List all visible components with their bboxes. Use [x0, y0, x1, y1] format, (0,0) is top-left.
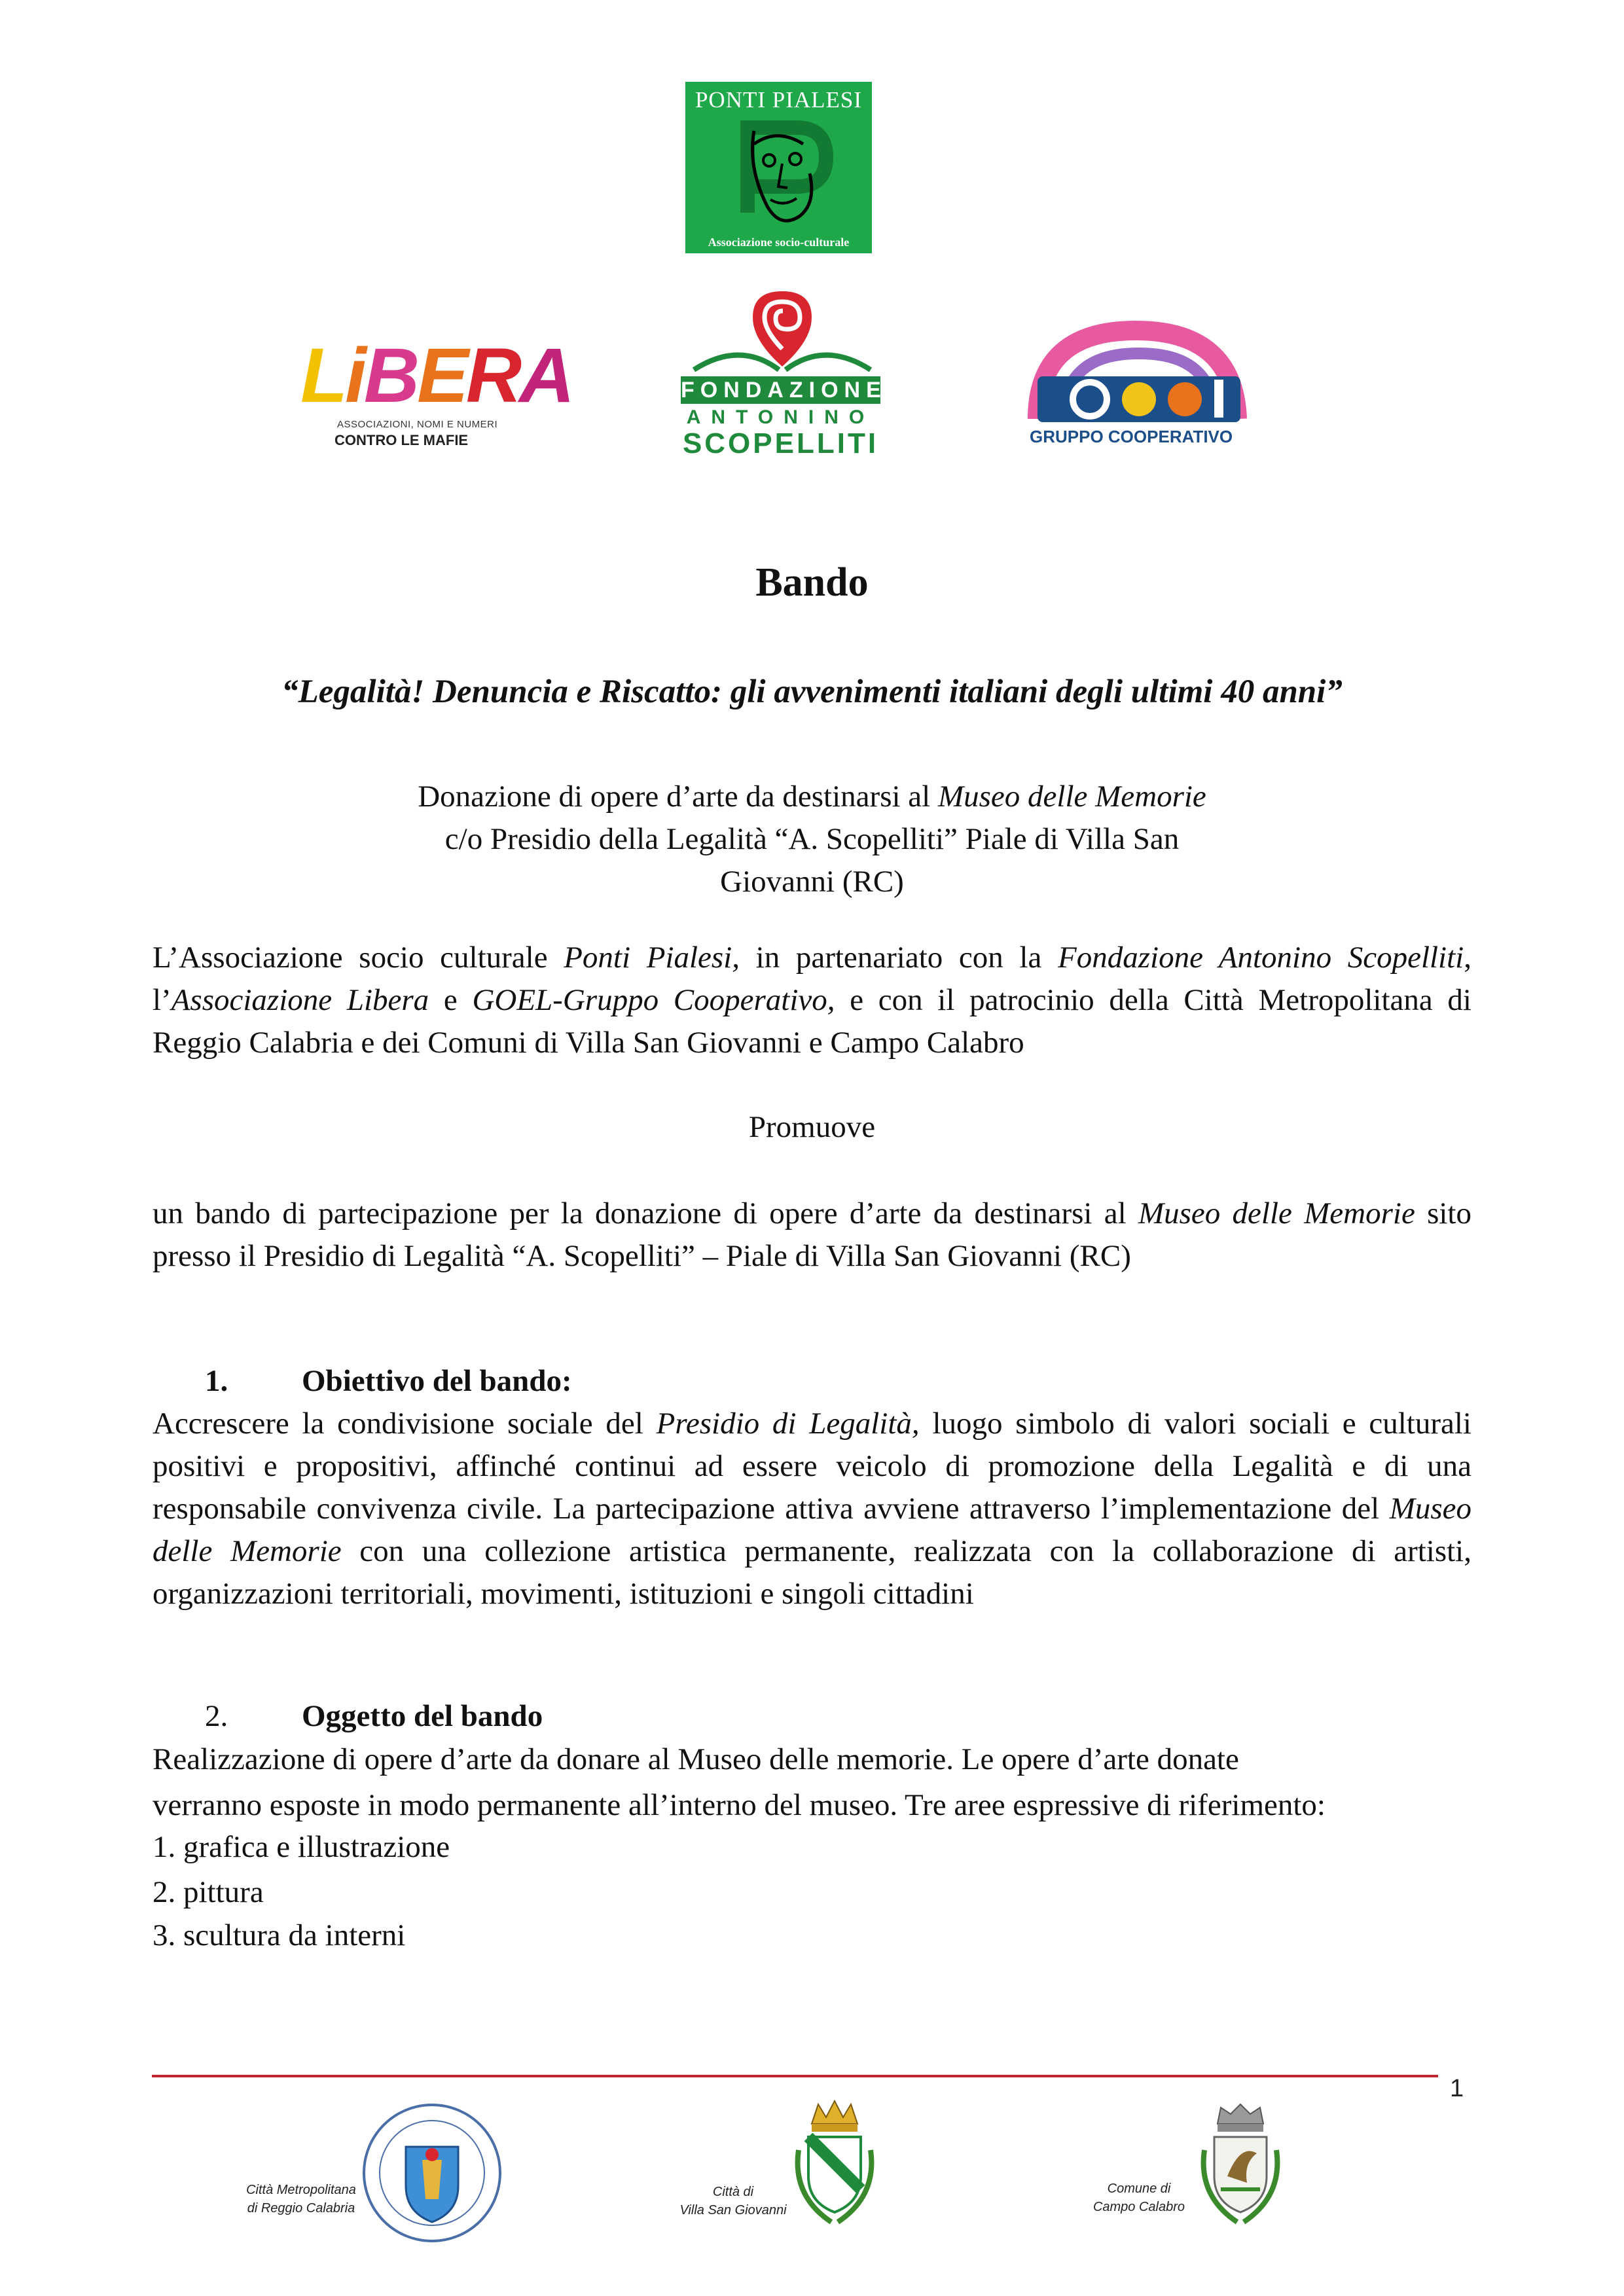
fondazione-line3: SCOPELLITI	[682, 427, 879, 459]
villa-san-giovanni-crest-icon	[785, 2098, 884, 2229]
footer-divider	[152, 2075, 1438, 2077]
libera-letter: R	[465, 332, 520, 419]
list-item: 3. scultura da interni	[153, 1918, 406, 1952]
section-1-title: Obiettivo del bando:	[302, 1364, 572, 1398]
donation-line-1: Donazione di opere d’arte da destinarsi al Museo delle Memorie	[418, 780, 1206, 814]
goel-caption: GRUPPO COOPERATIVO	[1030, 427, 1233, 446]
intro-paragraph: L’Associazione socio culturale Ponti Pialesi, in partenariato con la Fondazione Antonino Scopelliti, l’Associazione Libera e GOEL-Gruppo Cooperativo, e con il patrocinio della Città Metropolitana di Reggio Calabria e dei Comuni di Villa San Giovanni e Campo Calabro	[153, 941, 1471, 1060]
section-2-line-2: verranno esposte in modo permanente all’interno del museo. Tre aree espressive di riferimento:	[153, 1788, 1326, 1822]
libera-letter: L	[300, 332, 346, 419]
bando-paragraph: un bando di partecipazione per la donazione di opere d’arte da destinarsi al Museo delle Memorie sito presso il Presidio di Legalità “A. Scopelliti” – Piale di Villa San Giovanni (RC)	[153, 1196, 1471, 1273]
reggio-calabria-seal-icon	[360, 2101, 504, 2245]
libera-letter: A	[519, 332, 573, 419]
donation-line-2: c/o Presidio della Legalità “A. Scopelliti” Piale di Villa San	[444, 822, 1180, 856]
libera-letter: B	[363, 332, 418, 419]
goel-logo	[1024, 314, 1250, 455]
libera-letter: E	[417, 332, 466, 419]
footer-label-campo: Comune di Campo Calabro	[1092, 2181, 1185, 2214]
fondazione-line2: ANTONINO	[686, 406, 875, 428]
spiral-flower-icon	[681, 278, 884, 376]
donation-line-3: Giovanni (RC)	[720, 865, 904, 899]
section-2-number: 2.	[205, 1699, 228, 1733]
fondazione-scopelliti-logo	[681, 278, 887, 459]
section-1-heading	[154, 1363, 572, 1399]
list-item: 1. grafica e illustrazione	[153, 1830, 450, 1864]
goel-rainbow-icon	[1024, 314, 1250, 425]
promuove-heading: Promuove	[748, 1110, 876, 1144]
ponti-pialesi-subtitle: Associazione socio-culturale	[708, 236, 850, 249]
libera-subtitle: ASSOCIAZIONI, NOMI E NUMERI	[337, 419, 498, 430]
section-2-title: Oggetto del bando	[302, 1699, 543, 1733]
document-title: Bando	[755, 560, 869, 605]
page-number: 1	[1450, 2075, 1464, 2102]
section-2-heading	[154, 1698, 543, 1734]
footer-label-villa: Città di Villa San Giovanni	[679, 2185, 787, 2217]
section-2-line-1: Realizzazione di opere d’arte da donare al Museo delle memorie. Le opere d’arte donate	[153, 1742, 1239, 1776]
libera-wordmark	[300, 332, 573, 419]
document-subtitle: “Legalità! Denuncia e Riscatto: gli avvenimenti italiani degli ultimi 40 anni”	[281, 673, 1343, 710]
section-1-body: Accrescere la condivisione sociale del Presidio di Legalità, luogo simbolo di valori sociali e culturali positivi e propositivi, affinché continui ad essere veicolo di promozione della Legalità e di una responsabile convivenza civile. La partecipazione attiva avviene attraverso l’implementazione del Museo delle Memorie con una collezione artistica permanente, realizzata con la collaborazione di artisti, organizzazioni territoriali, movimenti, istituzioni e singoli cittadini	[153, 1407, 1471, 1611]
libera-logo	[298, 332, 573, 458]
ponti-pialesi-title: PONTI PIALESI	[695, 87, 863, 113]
list-item: 2. pittura	[153, 1875, 264, 1909]
section-1-number: 1.	[205, 1364, 228, 1398]
libera-letter: i	[345, 332, 364, 419]
footer-label-reggio: Città Metropolitana di Reggio Calabria	[246, 2183, 356, 2215]
fondazione-line1: FONDAZIONE	[681, 378, 887, 403]
libera-tagline: CONTRO LE MAFIE	[334, 432, 469, 448]
campo-calabro-crest-icon	[1191, 2098, 1290, 2229]
ponti-pialesi-logo	[685, 82, 872, 253]
